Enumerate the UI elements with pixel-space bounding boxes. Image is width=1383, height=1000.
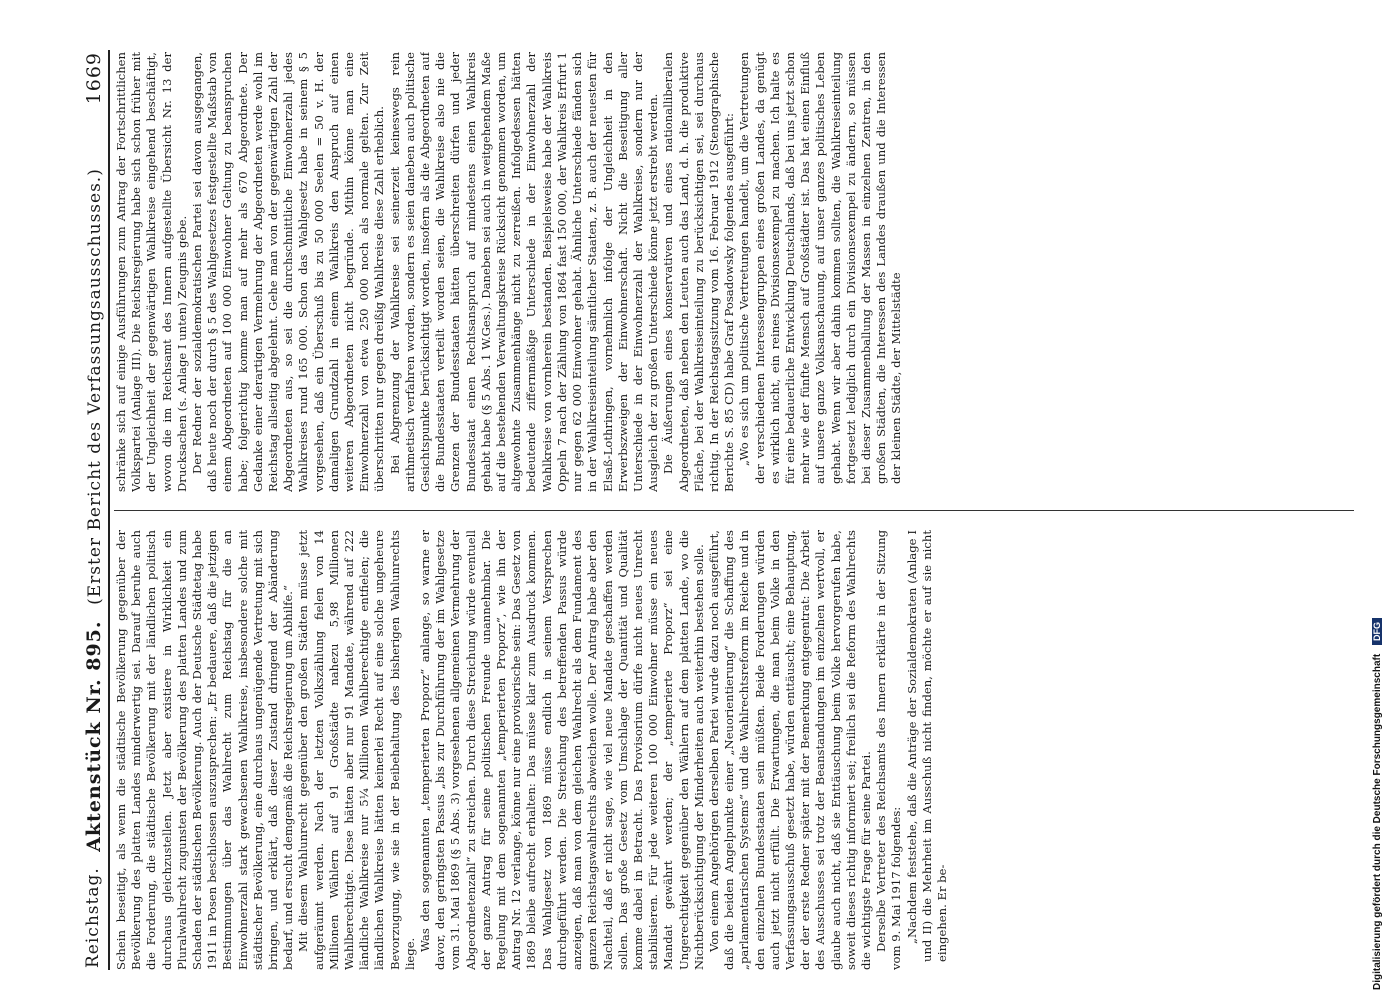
paragraph: Schein beseitigt, als wenn die städtische Bevölkerung gegenüber der Bevölkerung des platten Landes minderwertig sei. Darauf beruhe auch die Forderung, die städtische Bevölkerung mit der ländlichen politisch durchaus gleichzustellen. Jetzt aber existiere in Wirklichkeit ein Pluralwahlrecht zugunsten der Bevölkerung des platten Landes und zum Schaden der städtischen Bevölkerung. Auch der Deutsche Städtetag habe 1911 in Posen beschlossen auszusprechen: „Er bedauere, daß die jetzigen Bestimmungen über das Wahlrecht zum Reichstag für die an Einwohnerzahl stark gewachsenen Wahlkreise, insbesondere solche mit städtischer Bevölkerung, eine durchaus ungenügende Vertretung mit sich bringen, und erklärt, daß dieser Zustand dringend der Abänderung bedarf, und ersucht demgemäß die Reichsregierung um Abhilfe.“ xyxy=(114,530,296,970)
paragraph: Bei Abgrenzung der Wahlkreise sei seinerzeit keineswegs rein arithmetisch verfahren worden, sondern es seien daneben auch politische Gesichtspunkte berücksichtigt worden, insofern als die Abgeordneten auf die Bundesstaaten verteilt worden seien, die Wahlkreise also nie die Grenzen der Bundesstaaten hätten überschreiten dürfen und jeder Bundesstaat einen Rechtsanspruch auf mindestens einen Wahlkreis gehabt habe (§ 5 Abs. 1 W.Ges.). Daneben sei auch in weitgehendem Maße auf die bestehenden Verwaltungskreise Rücksicht genommen worden, um altgewohnte Zusammenhänge nicht zu zerreißen. Infolgedessen hätten bedeutende ziffernmäßige Unterschiede in der Einwohnerzahl der Wahlkreise von vornherein bestanden. Beispielsweise habe der Wahlkreis Oppeln 7 nach der Zählung von 1864 fast 150 000, der Wahlkreis Erfurt 1 nur gegen 62 000 Einwohner gehabt. Ähnliche Unterschiede fänden sich in der Wahlkreiseinteilung sämtlicher Staaten, z. B. auch der neuesten für Elsaß-Lothringen, vornehmlich infolge der Ungleichheit in den Erwerbszweigen der Einwohnerschaft. Nicht die Beseitigung aller Unterschiede in der Einwohnerzahl der Wahlkreise, sondern nur der Ausgleich der zu großen Unterschiede könne jetzt erstrebt werden. xyxy=(387,52,661,492)
paragraph: Derselbe Vertreter des Reichsamts des Innern erklärte in der Sitzung vom 9. Mai 1917 folgendes: xyxy=(874,530,904,970)
page-header xyxy=(80,50,110,970)
header-title-block xyxy=(83,50,105,970)
header-title: Aktenstück Nr. 895. xyxy=(83,620,105,852)
paragraph: Die Äußerungen eines konservativen und eines nationalliberalen Abgeordneten, daß neben den Leuten auch das Land, d. h. die produktive Fläche, bei der Wahlkreiseinteilung zu berücksichtigen sei, sei durchaus richtig. In der Reichstagssitzung vom 16. Februar 1912 (Stenographische Berichte S. 85 CD) habe Graf Posadowsky folgendes ausgeführt: xyxy=(661,52,737,492)
imprint-text: Digitalisierung gefördert durch die Deutsche Forschungsgemeinschaft xyxy=(1372,653,1383,990)
paragraph: „Nachdem feststehe, daß die Anträge der Sozialdemokraten (Anlage I und II) die Mehrheit im Ausschuß nicht finden, möchte er auf sie nicht eingehen. Er be- xyxy=(904,530,949,962)
header-subtitle: (Erster Bericht des Verfassungsausschusses.) xyxy=(85,168,105,605)
left-column xyxy=(114,530,1354,970)
dfg-logo: DFG xyxy=(1372,618,1382,645)
paragraph: Von einem Angehörigen derselben Partei wurde dazu noch ausgeführt, daß die beiden Angelpunkte einer „Neuorientierung“ die Schaffung des „parlamentarischen Systems“ und die Wahlrechtsreform im Reiche und in den einzelnen Bundesstaaten sein müßten. Beide Forderungen würden auch jetzt nicht erfüllt. Die Erwartungen, die man beim Volke in den Verfassungsausschuß gesetzt habe, würden enttäuscht; eine Behauptung, der der erste Redner später mit der Bemerkung entgegentrat: Die Arbeit des Ausschusses sei trotz der Beanstandungen im einzelnen wertvoll, er glaube auch nicht, daß sie Enttäuschung beim Volke hervorgerufen habe, soweit dieses richtig informiert sei; freilich sei die Reform des Wahlrechts die wichtigste Frage für seine Partei. xyxy=(706,530,873,970)
right-column xyxy=(114,52,1354,492)
paragraph: schränke sich auf einige Ausführungen zum Antrag der Fortschrittlichen Volkspartei (Anlage III). Die Reichsregierung habe sich schon früher mit der Ungleichheit der gegenwärtigen Wahlkreise eingehend beschäftigt, wovon die im Reichsamt des Innern aufgestellte Übersicht Nr. 13 der Drucksachen (s. Anlage I unten) Zeugnis gebe. xyxy=(114,52,189,492)
digitization-imprint xyxy=(1352,10,1383,990)
text-columns xyxy=(114,50,1354,970)
paragraph: Was den sogenannten „temperierten Proporz“ anlange, so warne er davor, den geringsten Passus „bis zur Durchführung der im Wahlgesetze vom 31. Mai 1869 (§ 5 Abs. 3) vorgesehenen allgemeinen Vermehrung der Abgeordnetenzahl“ zu streichen. Durch diese Streichung würde eventuell der ganze Antrag für seine politischen Freunde unannehmbar. Die Regelung mit dem sogenannten „temperierten Proporz“, wie ihn der Antrag Nr. 12 verlange, könne nur eine provisorische sein: Das Gesetz von 1869 bleibe aufrecht erhalten: Das müsse klar zum Ausdruck kommen. Das Wahlgesetz von 1869 müsse endlich in seinem Versprechen durchgeführt werden. Die Streichung des betreffenden Passus würde anzeigen, daß man von dem gleichen Wahlrecht als dem Fundament des ganzen Reichstagswahlrechts abweichen wolle. Der Antrag habe aber den Nachteil, daß er nicht sage, wie viel neue Mandate geschaffen werden sollen. Das große Gesetz vom Umschlage der Quantität und Qualität komme dabei in Betracht. Das Provisorium dürfe nicht neues Unrecht stabilisieren. Für jede weiteren 100 000 Einwohner müsse ein neues Mandat gewährt werden; der „temperierte Proporz“ sei eine Ungerechtigkeit gegenüber den Wählern auf dem platten Lande, wo die Nichtberücksichtigung der Minderheiten auch weiterhin bestehen solle. xyxy=(418,530,706,970)
paragraph: „Wo es sich um politische Vertretungen handelt, um die Vertretungen der verschiedenen Interessengruppen eines großen Landes, da genügt es wirklich nicht, ein reines Divisionsexempel zu machen. Ich halte es für eine bedauerliche Entwicklung Deutschlands, daß bei uns jetzt schon mehr wie der fünfte Mensch auf Großstädter ist. Das hat einen Einfluß auf unsere ganze Volksanschauung, auf unser ganzes politisches Leben gehabt. Wenn wir aber dahin kommen sollten, die Wahlkreiseinteilung fortgesetzt lediglich durch ein Divisionsexempel zu ändern, so müssen bei dieser Zusammenballung der Massen in einzelnen Zentren, in den großen Städten, die Interessen des Landes draußen und die Interessen der kleinen Städte, der Mittelstädte xyxy=(737,52,904,484)
header-left: Reichstag. xyxy=(83,867,103,968)
column-divider xyxy=(114,510,1354,511)
document-page xyxy=(80,50,1360,970)
page-number: 1669 xyxy=(83,52,105,105)
paragraph: Der Redner der sozialdemokratischen Partei sei davon ausgegangen, daß heute noch der durch § 5 des Wahlgesetzes festgestellte Maßstab von einem Abgeordneten auf 100 000 Einwohner Geltung zu beanspruchen habe; folgerichtig komme man auf mehr als 670 Abgeordnete. Der Gedanke einer derartigen Vermehrung der Abgeordneten werde wohl im Reichstag allseitig abgelehnt. Gehe man von der gegenwärtigen Zahl der Abgeordneten aus, so sei die durchschnittliche Einwohnerzahl jedes Wahlkreises rund 165 000. Schon das Wahlgesetz habe in seinem § 5 vorgesehen, daß ein Überschuß bis zu 50 000 Seelen = 50 v. H. der damaligen Grundzahl in einem Wahlkreis den Anspruch auf einen weiteren Abgeordneten nicht begründe. Mithin könne man eine Einwohnerzahl von etwa 250 000 noch als normale gelten. Zur Zeit überschritten nur gegen dreißig Wahlkreise diese Zahl erheblich. xyxy=(190,52,387,492)
paragraph: Mit diesem Wahlunrecht gegenüber den großen Städten müsse jetzt aufgeräumt werden. Nach der letzten Volkszählung fielen von 14 Millionen Wählern auf 91 Großstädte nahezu 5,98 Millionen Wahlberechtigte. Diese hätten aber nur 91 Mandate, während auf 222 ländliche Wahlkreise nur 5¼ Millionen Wahlberechtigte entfielen; die ländlichen Wahlkreise hätten keinerlei Recht auf eine solche ungeheure Bevorzugung, wie sie in der Beibehaltung des bisherigen Wahlunrechts liege. xyxy=(296,530,417,970)
